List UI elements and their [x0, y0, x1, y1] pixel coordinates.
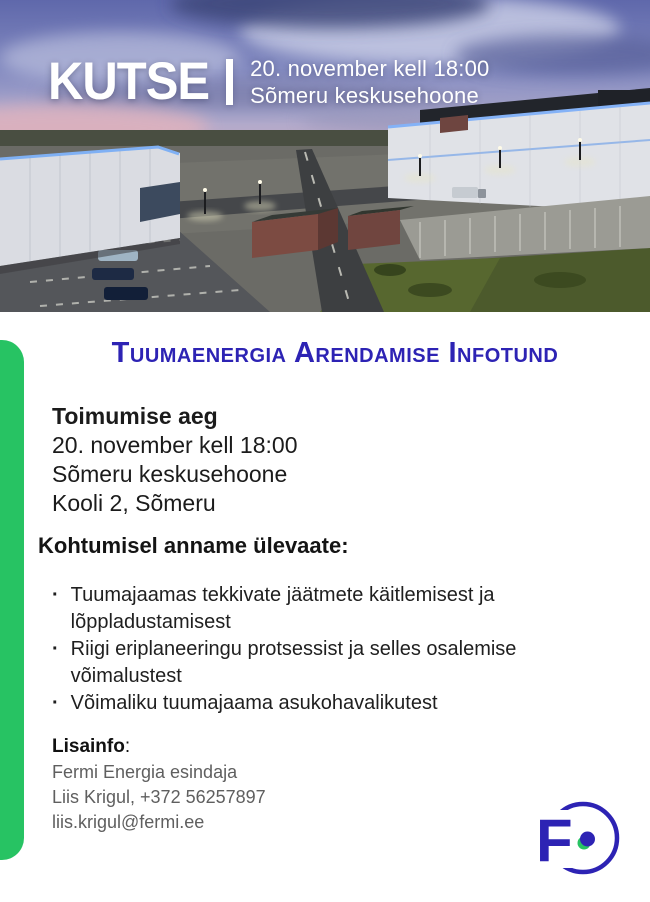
power-plant-render-illustration: [0, 0, 650, 312]
overview-heading: Kohtumisel anname ülevaate:: [38, 533, 349, 558]
event-venue: Sõmeru keskusehoone: [52, 461, 288, 487]
fermi-energia-logo-icon: [534, 798, 622, 880]
header-divider: [226, 59, 233, 105]
contact-heading: Lisainfo:: [52, 736, 131, 757]
list-item: [52, 690, 622, 717]
list-item-text: Riigi eriplaneeringu protsessist ja selles osalemise võimalustest: [70, 638, 517, 687]
event-details: [52, 402, 610, 518]
overview-list: [52, 582, 622, 717]
green-accent-tab: [0, 340, 24, 860]
hero-overlay: [48, 52, 490, 111]
logo-letter: F: [536, 807, 573, 874]
list-item: [52, 636, 622, 690]
list-item: [52, 582, 622, 636]
list-item-text: Võimaliku tuumajaama asukohavalikutest: [70, 692, 438, 714]
bullet-icon: [52, 690, 59, 717]
contact-organization: Fermi Energia esindaja: [52, 762, 238, 782]
invite-badge: KUTSE: [48, 52, 210, 111]
hero-venue: Sõmeru keskusehoone: [250, 83, 479, 108]
logo-blue-dot: [580, 832, 595, 847]
bullet-icon: [52, 582, 59, 636]
hero-date: 20. november kell 18:00: [250, 56, 490, 81]
event-date: 20. november kell 18:00: [52, 432, 298, 458]
contact-person-phone: Liis Krigul, +372 56257897: [52, 787, 266, 807]
contact-info: [52, 733, 266, 835]
hero-event-info: [250, 55, 489, 109]
event-address: Kooli 2, Sõmeru: [52, 490, 216, 516]
page-title: Tuumaenergia Arendamise Infotund: [111, 337, 559, 369]
contact-email: liis.krigul@fermi.ee: [52, 812, 205, 832]
list-item-text: Tuumajaamas tekkivate jäätmete käitlemisest ja lõppladustamisest: [70, 584, 495, 633]
bullet-icon: [52, 636, 59, 690]
event-heading: Toimumise aeg: [52, 403, 218, 429]
hero-image: [0, 0, 650, 312]
